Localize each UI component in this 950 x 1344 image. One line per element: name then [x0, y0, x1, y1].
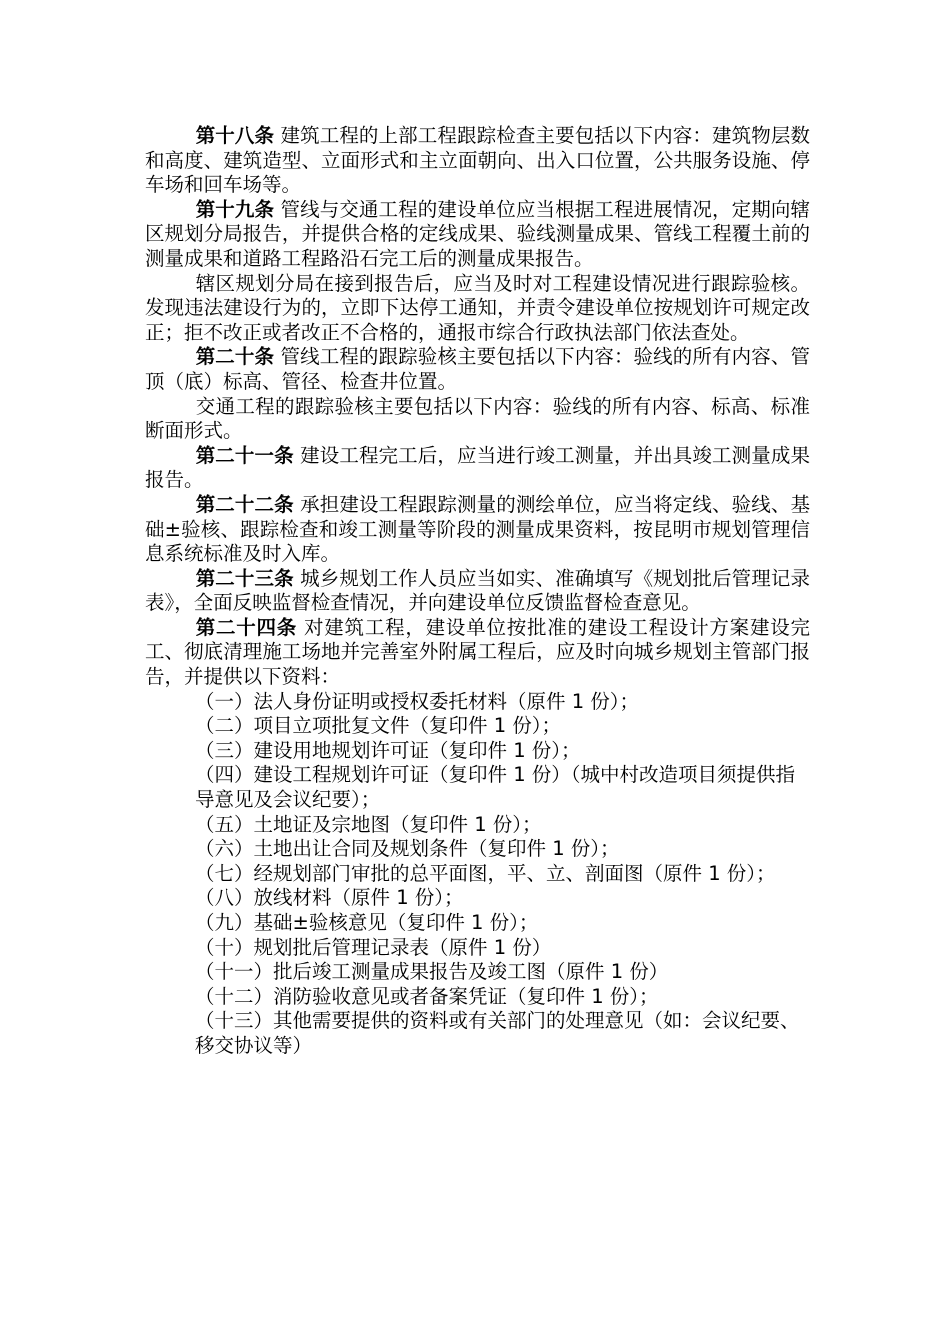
article-22 — [145, 493, 810, 567]
list-item: （九）基础±验核意见（复印件 1 份）； — [195, 911, 539, 934]
article-heading: 第二十一条 — [195, 443, 294, 467]
article-19-paragraph-2 — [145, 272, 810, 346]
article-text: 管线工程的跟踪验核主要包括以下内容：验线的所有内容、管顶（底）标高、管径、检查井位置。 — [145, 345, 810, 393]
article-20 — [145, 345, 810, 394]
list-item: （七）经规划部门审批的总平面图，平、立、剖面图（原件 1 份）； — [195, 861, 776, 885]
list-item: （八）放线材料（原件 1 份）； — [195, 886, 464, 910]
article-text: 对建筑工程，建设单位按批准的建设工程设计方案建设完工、彻底清理施工场地并完善室外附属工程后，应及时向城乡规划主管部门报告，并提供以下资料： — [145, 615, 810, 689]
list-item: （一）法人身份证明或授权委托材料（原件 1 份）； — [195, 689, 640, 713]
document-body — [145, 124, 810, 1059]
list-item: （十一）批后竣工测量成果报告及竣工图（原件 1 份） — [195, 960, 669, 984]
article-text: 交通工程的跟踪验核主要包括以下内容：验线的所有内容、标高、标准断面形式。 — [145, 394, 810, 443]
article-19 — [145, 198, 810, 272]
list-item: （四）建设工程规划许可证（复印件 1 份）（城中村改造项目须提供指导意见及会议纪要）； — [195, 763, 796, 812]
article-text: 承担建设工程跟踪测量的测绘单位，应当将定线、验线、基础±验核、跟踪检查和竣工测量等阶段的测量成果资料，按昆明市规划管理信息系统标准及时入库。 — [145, 492, 810, 566]
article-24 — [145, 616, 810, 690]
article-text: 管线与交通工程的建设单位应当根据工程进展情况，定期向辖区规划分局报告，并提供合格的定线成果、验线测量成果、管线工程覆土前的测量成果和道路工程路沿石完工后的测量成果报告。 — [145, 197, 810, 270]
list-item-text: （十三）其他需要提供的资料或有关部门的处理意见（如：会议纪要、移交协议等） — [195, 1009, 800, 1057]
article-18 — [145, 124, 810, 198]
required-materials-list — [145, 690, 810, 1059]
list-item-last — [145, 1009, 810, 1058]
article-heading: 第二十四条 — [195, 615, 298, 639]
article-23 — [145, 567, 810, 616]
article-heading: 第十八条 — [195, 124, 275, 147]
article-heading: 第二十条 — [195, 345, 275, 369]
list-item: （二）项目立项批复文件（复印件 1 份）； — [195, 714, 562, 738]
list-item: （十二）消防验收意见或者备案凭证（复印件 1 份）； — [195, 984, 659, 1008]
list-item: （五）土地证及宗地图（复印件 1 份）； — [195, 812, 542, 836]
article-text: 辖区规划分局在接到报告后，应当及时对工程建设情况进行跟踪验核。发现违法建设行为的，立即下达停工通知，并责令建设单位按规划许可规定改正；拒不改正或者改正不合格的，通报市综合行政执法部门依法查处。 — [145, 271, 810, 344]
article-text: 建筑工程的上部工程跟踪检查主要包括以下内容：建筑物层数和高度、建筑造型、立面形式和主立面朝向、出入口位置，公共服务设施、停车场和回车场等。 — [145, 124, 810, 197]
list-item: （六）土地出让合同及规划条件（复印件 1 份）； — [195, 837, 620, 861]
article-heading: 第二十二条 — [195, 492, 294, 516]
article-text: 建设工程完工后，应当进行竣工测量，并出具竣工测量成果报告。 — [145, 443, 810, 492]
article-21 — [145, 444, 810, 493]
article-20-paragraph-2 — [145, 395, 810, 444]
article-heading: 第十九条 — [195, 197, 275, 221]
list-item: （三）建设用地规划许可证（复印件 1 份）； — [195, 738, 581, 762]
article-heading: 第二十三条 — [195, 566, 294, 590]
article-text: 城乡规划工作人员应当如实、准确填写《规划批后管理记录表》，全面反映监督检查情况，并向建设单位反馈监督检查意见。 — [145, 566, 810, 615]
list-item: （十）规划批后管理记录表（原件 1 份） — [195, 935, 552, 959]
